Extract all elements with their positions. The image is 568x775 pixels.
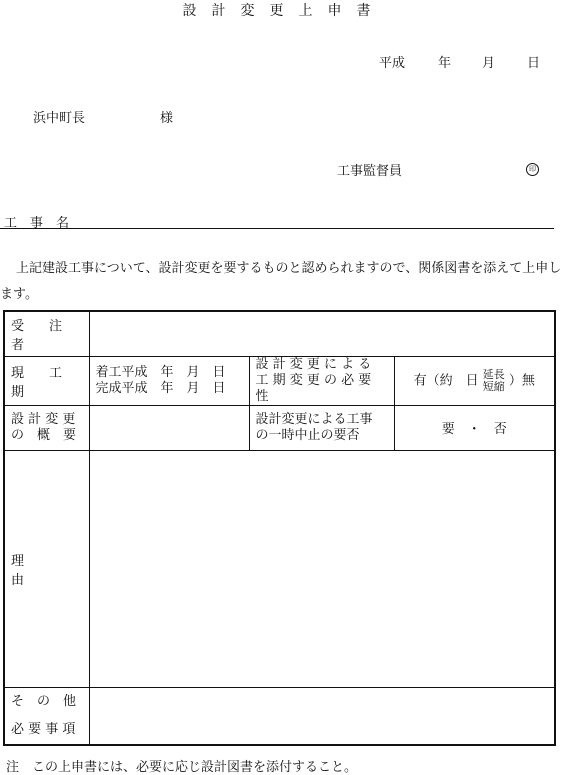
project-name-underline [0, 228, 554, 229]
overview-label: 設 計 変 更 の 概 要 [4, 405, 89, 450]
period-label: 現 工 期 [4, 356, 89, 405]
row-contractor [4, 311, 555, 356]
row-other [4, 687, 555, 745]
seal-icon: 印 [526, 160, 539, 176]
date-era: 平成 [379, 56, 406, 71]
period-change-value[interactable]: 有（約 日 延長 短縮 ）無 [394, 356, 555, 405]
contractor-value[interactable] [89, 311, 555, 356]
period-change-label: 設 計 変 更 に よ る 工 期 変 更 の 必 要 性 [249, 356, 394, 405]
reason-label: 理 由 [4, 450, 89, 687]
reason-value[interactable] [89, 450, 555, 687]
other-label: そ の 他 必 要 事 項 [4, 687, 89, 745]
date-month: 月 [482, 56, 496, 71]
document-title: 設計変更上申書 [182, 3, 386, 19]
contractor-label: 受 注 者 [4, 311, 89, 356]
application-form-table [3, 310, 556, 746]
project-name-label: 工 事 名 [4, 216, 70, 231]
period-end: 完成平成 年 月 日 [95, 380, 226, 396]
suspension-value[interactable]: 要 ・ 否 [394, 405, 555, 450]
period-start: 着工平成 年 月 日 [95, 364, 226, 380]
footnote: 注 この上申書には、必要に応じ設計図書を添付すること。 [6, 760, 358, 775]
ext-short-stack: 延長 短縮 [482, 367, 505, 393]
row-reason [4, 450, 555, 687]
overview-value[interactable] [89, 405, 249, 450]
addressee-honorific: 様 [160, 111, 174, 126]
addressee-name: 浜中町長 [33, 111, 86, 126]
supervisor-label: 工事監督員 [337, 164, 403, 179]
row-overview [4, 405, 555, 450]
body-paragraph: 上記建設工事について、設計変更を要するものと認められますので、関係図書を添えて上申します。 [0, 261, 562, 302]
suspension-label: 設計変更による工事 の一時中止の要否 [249, 405, 394, 450]
row-period [4, 356, 555, 405]
other-value[interactable] [89, 687, 555, 745]
date-year: 年 [438, 56, 452, 71]
date-day: 日 [527, 56, 541, 71]
period-dates[interactable] [89, 356, 249, 405]
